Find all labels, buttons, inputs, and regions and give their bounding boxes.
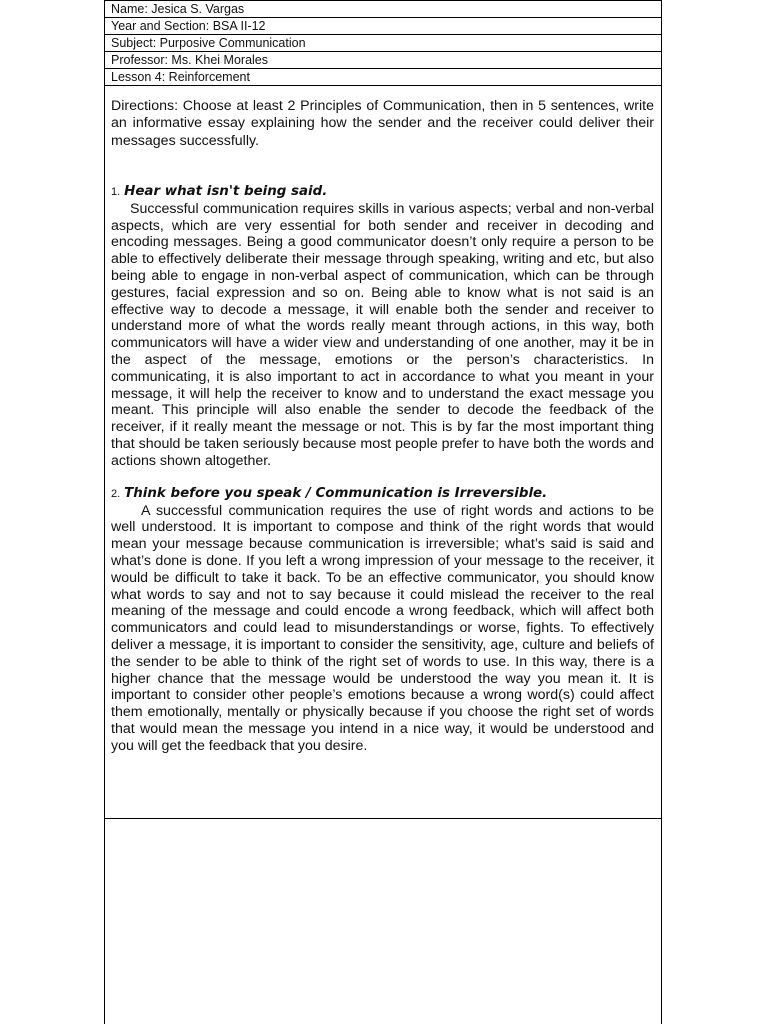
worksheet <box>104 0 662 1024</box>
section-1-body: Successful communication requires skills in various aspects; verbal and non-verbal aspects, which are very essential for both sender and receiver in decoding and encoding messages. Being a good communicator doesn’t only require a person to be able to effectively deliberate their message through speaking, writing and etc, but also being able to engage in non-verbal aspect of communication, which can be through gestures, facial expression and so on. Being able to know what is not said is an effective way to decode a message, it will enable both the sender and receiver to understand more of what the words really meant through actions, in this way, both communicators will have a wider view and understanding of one another, may it be in the aspect of the message, emotions or the person’s characteristics. In communicating, it is also important to act in accordance to what you meant in your message, it will help the receiver to know and to understand the exact message you meant. This principle will also enable the sender to decode the feedback of the receiver, if it really meant the message or not. This is by far the most important thing that should be taken seriously because most people prefer to have both the words and actions shown altogether. <box>111 200 654 469</box>
section-2 <box>111 485 654 755</box>
directions-text: Directions: Choose at least 2 Principles of Communication, then in 5 sentences, write an informative essay explaining how the sender and the receiver could deliver their messages successfully. <box>111 98 654 149</box>
section-2-body: A successful communication requires the use of right words and actions to be well understood. It is important to compose and think of the right words that would mean your message because communication is irreversible; what’s said is said and what’s done is done. If you left a wrong impression of your message to the receiver, it would be difficult to take it back. To be an effective communicator, you should know what words to say and not to say because it could mislead the receiver to the real meaning of the message and could encode a wrong feedback, which will affect both communicators and could lead to misunderstandings or worse, fights. To effectively deliver a message, it is important to consider the sensitivity, age, culture and beliefs of the sender to be able to think of the right set of words to use. In this way, there is a higher chance that the message would be understood the way you mean it. It is important to consider other people’s emotions because a wrong word(s) could affect them emotionally, mentally or physically because if you choose the right set of words that would mean the message you intend in a nice way, it would be understood and you will get the feedback that you desire. <box>111 502 654 754</box>
section-2-number: 2. <box>111 487 121 500</box>
section-2-title: Think before you speak / Communication is Irreversible. <box>124 485 548 501</box>
name-row: Name: Jesica S. Vargas <box>105 0 661 17</box>
essay-content <box>105 86 661 819</box>
professor-row: Professor: Ms. Khei Morales <box>105 51 661 68</box>
section-1 <box>111 183 654 470</box>
lesson-row: Lesson 4: Reinforcement <box>105 68 661 86</box>
year-section-row: Year and Section: BSA II-12 <box>105 17 661 34</box>
section-1-title: Hear what isn't being said. <box>124 183 328 199</box>
section-1-heading <box>111 183 654 201</box>
subject-row: Subject: Purposive Communication <box>105 34 661 51</box>
section-2-heading <box>111 485 654 503</box>
section-1-number: 1. <box>111 185 121 198</box>
